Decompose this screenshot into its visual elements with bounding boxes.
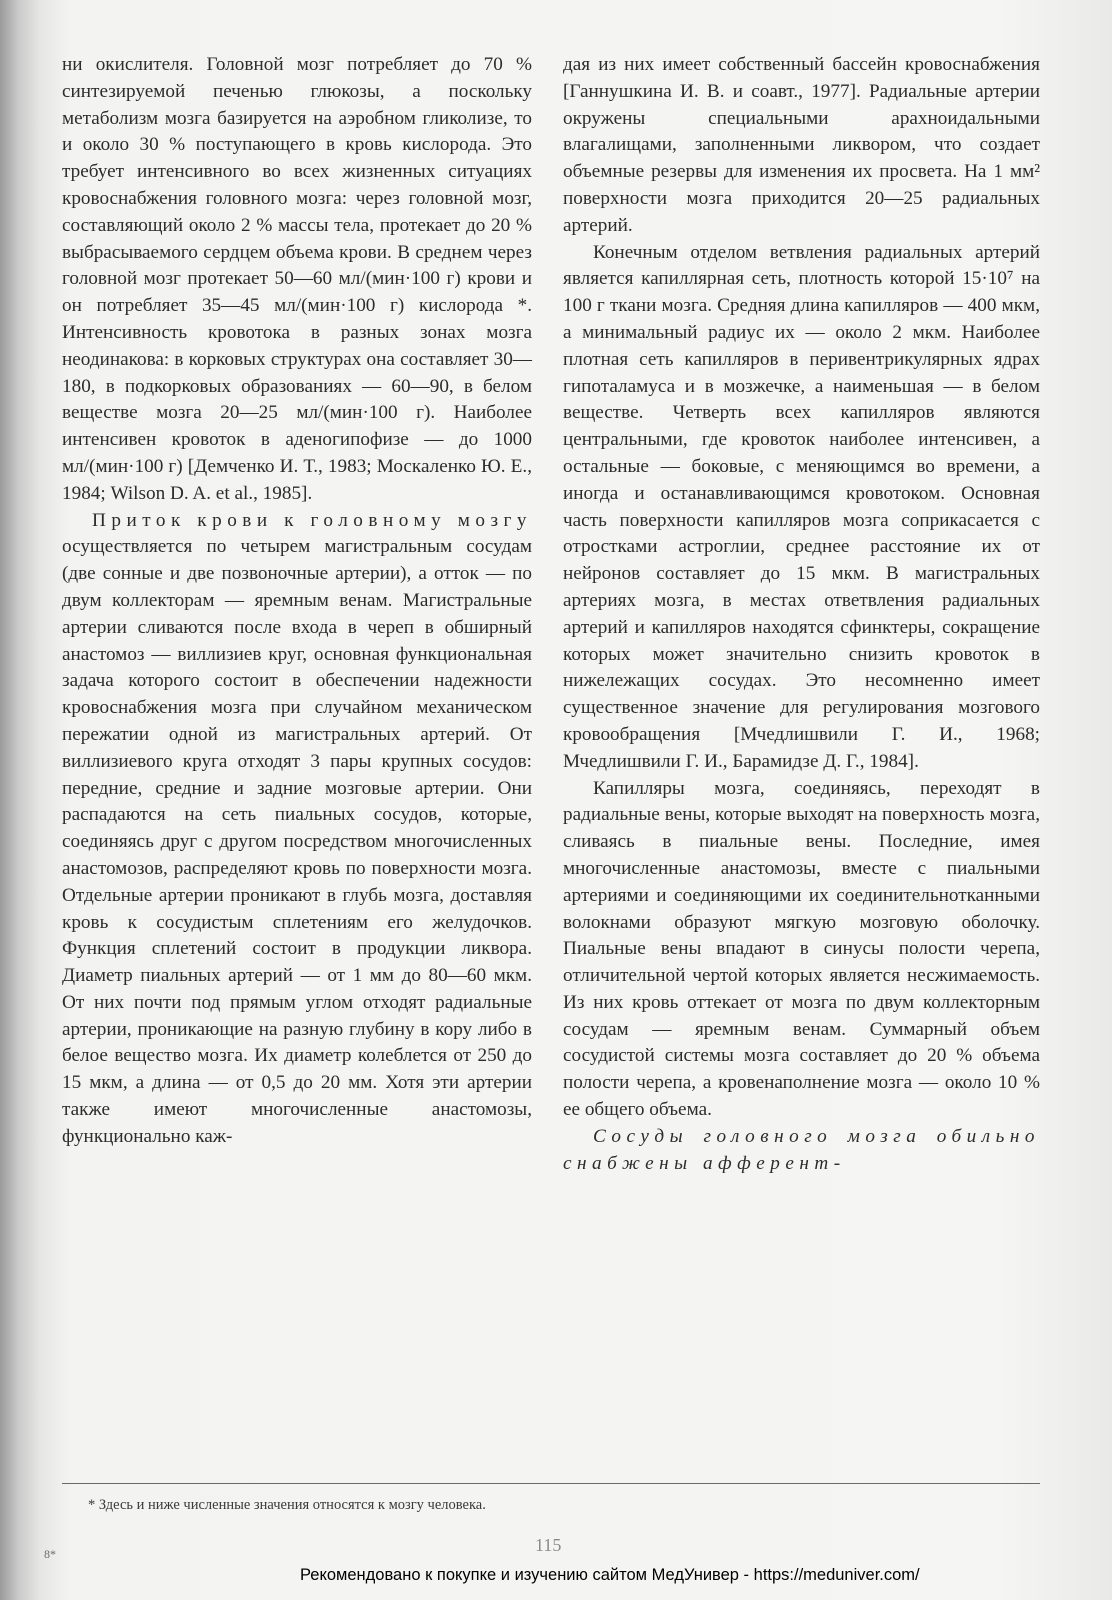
- left-column: [62, 52, 532, 1151]
- spaced-heading-inflow: Приток крови к головному мозгу: [92, 509, 532, 531]
- page-number: 115: [535, 1535, 562, 1555]
- right-paragraph-3: Капилляры мозга, соединяясь, переходят в радиальные вены, которые выходят на поверхность мозга, сливаясь в пиальные вены. Последние, имея многочисленные анастомозы, вместе с пиальными артериями и соединяющими их соединительнотканными волокнами образуют мягкую мозговую оболочку. Пиальные вены впадают в синусы полости черепа, отличительной чертой которых является несжимаемость. Из них кровь оттекает от мозга по двум коллекторным сосудам — яремным венам. Суммарный объем сосудистой системы мозга составляет до 20 % объема полости черепа, а кровенаполнение мозга — около 10 % ее общего объема.: [563, 777, 1040, 1121]
- watermark-link[interactable]: Рекомендовано к покупке и изучению сайтом МедУнивер - https://meduniver.com/: [300, 1566, 920, 1584]
- left-paragraph-2-text: осуществляется по четырем магистральным сосудам (две сонные и две позвоночные артерии), а отток — по двум коллекторам — яремным венам. Магистральные артерии сливаются после входа в череп в обширный анастомоз — виллизиев круг, основная функциональная задача которого состоит в обеспечении надежности кровоснабжения мозга при случайном механическом пережатии одной из магистральных артерий. От виллизиевого круга отходят 3 пары крупных сосудов: передние, средние и задние мозговые артерии. Они распадаются на сеть пиальных сосудов, которые, соединяясь друг с другом посредством многочисленных анастомозов, распределяют кровь по поверхности мозга. Отдельные артерии проникают в глубь мозга, доставляя кровь к сосудистым сплетениям его желудочков. Функция сплетений состоит в продукции ликвора. Диаметр пиальных артерий — от 1 мм до 80—60 мкм. От них почти под прямым углом отходят радиальные артерии, проникающие на разную глубину в кору либо в белое вещество мозга. Их диаметр колеблется от 250 до 15 мкм, а длина — от 0,5 до 20 мм. Хотя эти артерии также имеют многочисленные анастомозы, функционально каж-: [62, 536, 532, 1147]
- left-paragraph-1: ни окислителя. Головной мозг потребляет до 70 % синтезируемой печенью глюкозы, а поскольку метаболизм мозга базируется на аэробном гликолизе, то и около 30 % поступающего в кровь кислорода. Это требует интенсивного во всех жизненных ситуациях кровоснабжения головного мозга: через головной мозг, составляющий около 2 % массы тела, протекает до 20 % выбрасываемого сердцем объема крови. В среднем через головной мозг протекает 50—60 мл/(мин·100 г) крови и он потребляет 35—45 мл/(мин·100 г) кислорода *. Интенсивность кровотока в разных зонах мозга неодинакова: в корковых структурах она составляет 30—180, в подкорковых образованиях — 60—90, в белом веществе мозга 20—25 мл/(мин·100 г). Наиболее интенсивен кровоток в аденогипофизе — до 1000 мл/(мин·100 г) [Демченко И. Т., 1983; Москаленко Ю. Е., 1984; Wilson D. A. et al., 1985].: [62, 54, 532, 504]
- left-paragraph-2: [62, 508, 532, 1151]
- signature-mark: 8*: [44, 1547, 56, 1561]
- spaced-heading-vessels: Сосуды головного мозга обильно снабжены афферент-: [563, 1125, 1040, 1174]
- right-paragraph-2: Конечным отделом ветвления радиальных артерий является капиллярная сеть, плотность которой 15·10⁷ на 100 г ткани мозга. Средняя длина капилляров — 400 мкм, а минимальный радиус их — около 2 мкм. Наиболее плотная сеть капилляров в перивентрикулярных ядрах гипоталамуса и в мозжечке, а наименьшая — в белом веществе. Четверть всех капилляров являются центральными, где кровоток наиболее интенсивен, а остальные — боковые, с меняющимся во времени, а иногда и останавливающимся кровотоком. Основная часть поверхности капилляров мозга соприкасается с отростками астроглии, среднее расстояние их от нейронов составляет до 15 мкм. В магистральных артериях мозга, в местах ответвления радиальных артерий и капилляров находятся сфинктеры, сокращение которых может значительно снизить кровоток в нижележащих сосудах. Это несомненно имеет существенное значение для регулирования мозгового кровообращения [Мчедлишвили Г. И., 1968; Мчедлишвили Г. И., Барамидзе Д. Г., 1984].: [563, 241, 1040, 772]
- footnote: * Здесь и ниже численные значения относятся к мозгу человека.: [88, 1497, 486, 1513]
- right-paragraph-1: дая из них имеет собственный бассейн кровоснабжения [Ганнушкина И. В. и соавт., 1977]. Радиальные артерии окружены специальными арахноидальными влагалищами, заполненными ликвором, что создает объемные резервы для изменения их просвета. На 1 мм² поверхности мозга приходится 20—25 радиальных артерий.: [563, 54, 1040, 236]
- footnote-divider: [62, 1483, 1040, 1484]
- right-column: [563, 52, 1040, 1177]
